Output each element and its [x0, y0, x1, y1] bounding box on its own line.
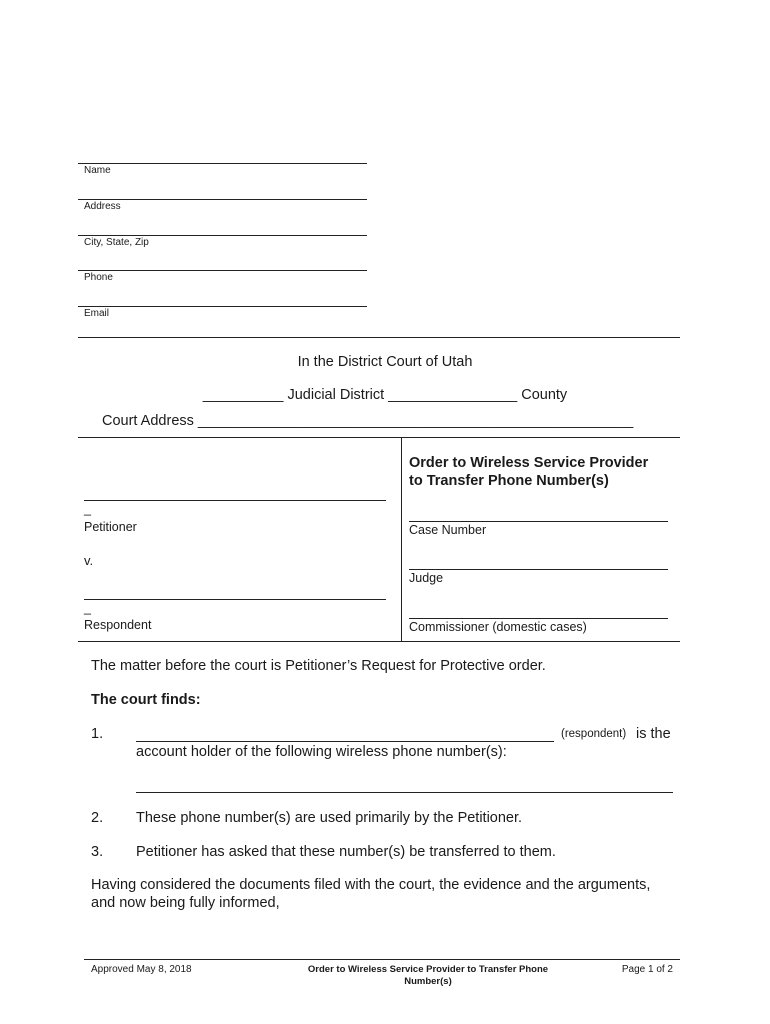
item-1-is-the: is the [636, 726, 671, 742]
item-1-line-2: account holder of the following wireless phone number(s): [136, 744, 507, 760]
city-state-zip-label: City, State, Zip [84, 237, 149, 248]
email-label: Email [84, 308, 110, 319]
caption-vertical-divider [401, 437, 402, 641]
commissioner-label: Commissioner (domestic cases) [409, 620, 587, 634]
respondent-mark: _ [84, 601, 91, 615]
header-divider [78, 337, 680, 338]
judge-label: Judge [409, 571, 444, 585]
item-3-number: 3. [91, 844, 104, 860]
city-state-zip-line[interactable] [78, 235, 367, 236]
court-title: In the District Court of Utah [297, 354, 473, 370]
caption-bottom-border [78, 641, 680, 642]
petitioner-label: Petitioner [84, 520, 137, 534]
footer-title-line-1: Order to Wireless Service Provider to Transfer Phone [307, 964, 549, 975]
court-finds-heading: The court finds: [91, 692, 201, 708]
considered-line-2: and now being fully informed, [91, 895, 280, 911]
item-1-number: 1. [91, 726, 104, 742]
phone-label: Phone [84, 272, 113, 283]
footer-divider [84, 959, 680, 960]
footer-title-line-2: Number(s) [404, 976, 452, 987]
order-title-line-1: Order to Wireless Service Provider [409, 455, 649, 471]
intro-paragraph: The matter before the court is Petitioner’s Request for Protective order. [91, 658, 546, 674]
name-line[interactable] [78, 163, 367, 164]
phone-line[interactable] [78, 270, 367, 271]
petitioner-line[interactable] [84, 500, 386, 501]
court-address-line[interactable]: Court Address ______________________________________________________ [102, 413, 634, 429]
respondent-label: Respondent [84, 618, 152, 632]
phone-numbers-line[interactable] [136, 792, 673, 793]
footer-page-number: Page 1 of 2 [621, 964, 673, 975]
address-label: Address [84, 201, 121, 212]
order-title-line-2: to Transfer Phone Number(s) [409, 473, 609, 489]
caption-top-border [78, 437, 680, 438]
name-label: Name [84, 165, 111, 176]
address-line[interactable] [78, 199, 367, 200]
considered-line-1: Having considered the documents filed with the court, the evidence and the arguments, [91, 877, 651, 893]
respondent-name-line[interactable] [136, 741, 554, 742]
judge-line[interactable] [409, 569, 668, 570]
email-line[interactable] [78, 306, 367, 307]
item-2-number: 2. [91, 810, 104, 826]
petitioner-mark: _ [84, 502, 91, 516]
item-1-respondent-note: (respondent) [561, 728, 627, 740]
district-county-line[interactable]: __________ Judicial District ________________ County [202, 387, 568, 403]
respondent-line[interactable] [84, 599, 386, 600]
item-2-text: These phone number(s) are used primarily by the Petitioner. [136, 810, 523, 826]
case-number-line[interactable] [409, 521, 668, 522]
footer-approved-date: Approved May 8, 2018 [91, 964, 192, 975]
case-number-label: Case Number [409, 523, 487, 537]
item-3-text: Petitioner has asked that these number(s) be transferred to them. [136, 844, 556, 860]
versus-label: v. [84, 553, 94, 568]
commissioner-line[interactable] [409, 618, 668, 619]
